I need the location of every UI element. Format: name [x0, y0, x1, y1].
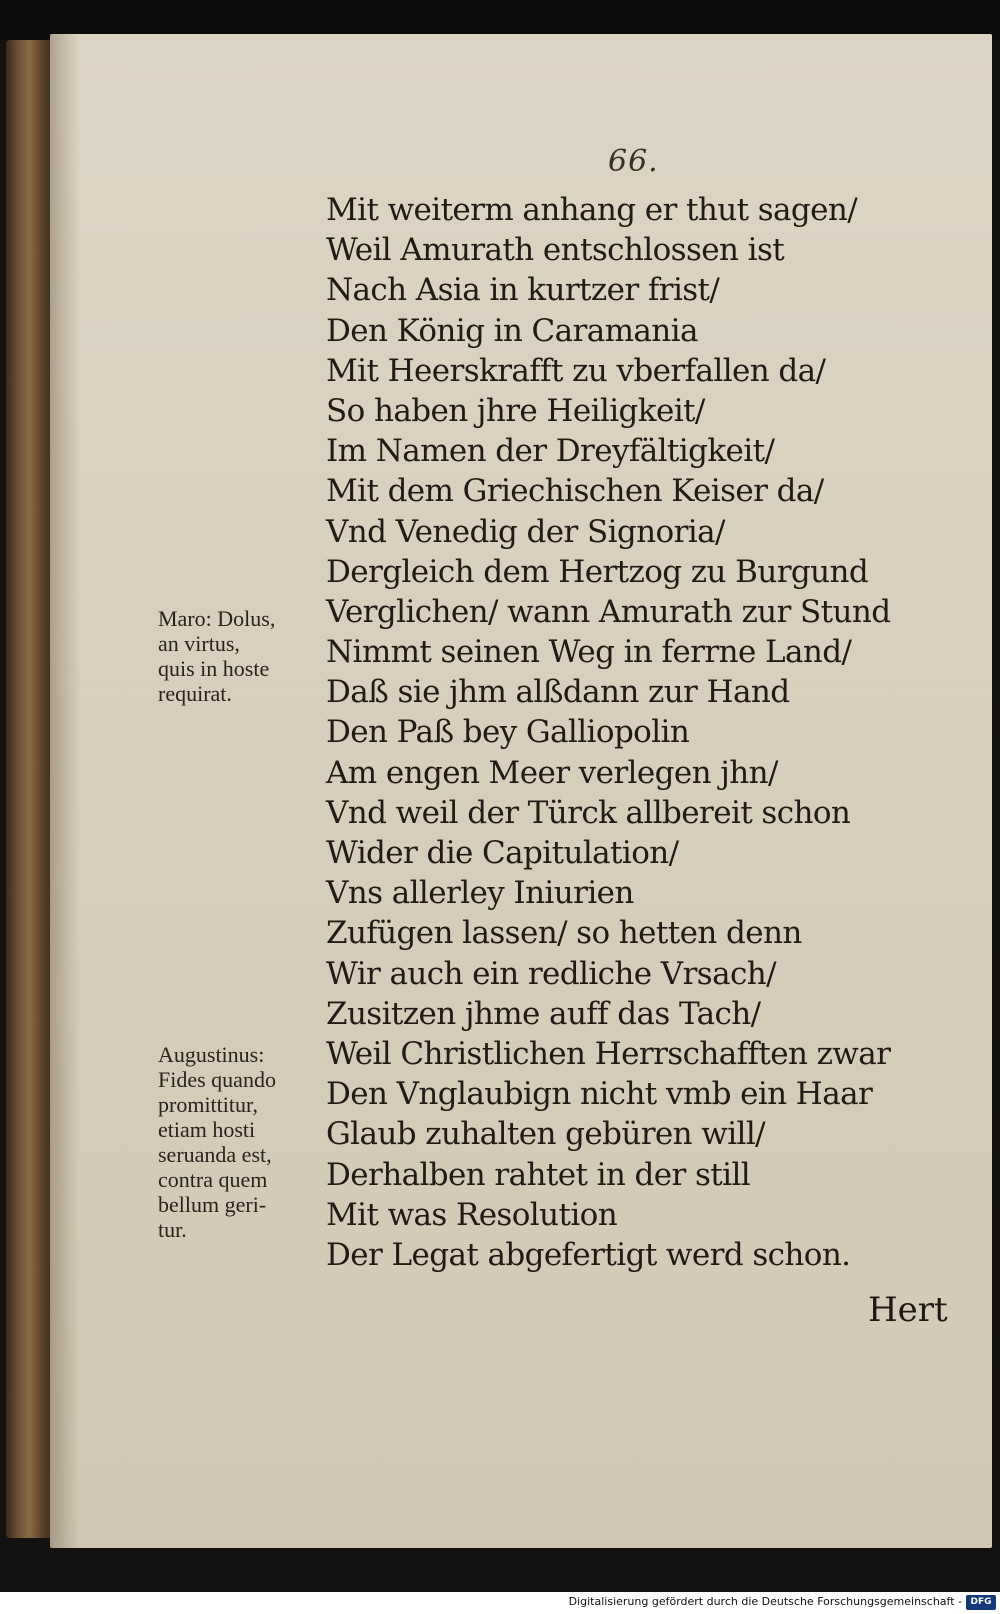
- margin-note-augustinus: [158, 1042, 326, 1242]
- verse-line: So haben jhre Heiligkeit/: [326, 392, 705, 429]
- verse-line: Glaub zuhalten gebüren will/: [326, 1116, 766, 1153]
- verse-line: Mit was Resolution: [326, 1196, 618, 1233]
- verse-line: Der Legat abgefertigt werd schon.: [326, 1236, 851, 1273]
- page-gutter-shadow: [50, 34, 80, 1548]
- footer-bar: [0, 1592, 1000, 1614]
- margin-note-line: quis in hoste: [158, 656, 270, 681]
- margin-note-line: etiam hosti: [158, 1117, 256, 1142]
- verse-line: Dergleich dem Hertzog zu Burgund: [326, 553, 869, 590]
- verse-line: Den Vnglaubign nicht vmb ein Haar: [326, 1076, 873, 1113]
- footer-credit-text: Digitalisierung gefördert durch die Deutsche Forschungsgemeinschaft -: [568, 1595, 962, 1608]
- margin-note-line: promittitur,: [158, 1092, 258, 1117]
- verse-line: Vnd Venedig der Signoria/: [326, 513, 725, 550]
- verse-line: Weil Amurath entschlossen ist: [326, 232, 785, 269]
- verse-line: Vnd weil der Türck allbereit schon: [326, 794, 851, 831]
- verse-line: Daß sie jhm alßdann zur Hand: [326, 674, 790, 711]
- margin-note-line: Fides quando: [158, 1067, 276, 1092]
- margin-note-maro: [158, 606, 326, 706]
- verse-line: Wir auch ein redliche Vrsach/: [326, 955, 776, 992]
- margin-note-line: bellum geri-: [158, 1192, 267, 1217]
- page-number: 66.: [608, 144, 659, 179]
- verse-block: [326, 190, 906, 1275]
- verse-line: Im Namen der Dreyfältigkeit/: [326, 433, 775, 470]
- catchword: Hert: [868, 1290, 948, 1330]
- dfg-logo: DFG: [966, 1595, 996, 1610]
- margin-note-line: seruanda est,: [158, 1142, 272, 1167]
- verse-line: Am engen Meer verlegen jhn/: [326, 754, 778, 791]
- verse-line: Mit weiterm anhang er thut sagen/: [326, 192, 858, 228]
- verse-line: Den Paß bey Galliopolin: [326, 714, 690, 751]
- verse-line: Vns allerley Iniurien: [326, 875, 634, 912]
- verse-line: Wider die Capitulation/: [326, 835, 679, 871]
- verse-line: Zufügen lassen/ so hetten denn: [326, 915, 802, 952]
- verse-line: Weil Christlichen Herrschafften zwar: [326, 1035, 891, 1072]
- margin-note-line: contra quem: [158, 1167, 268, 1192]
- verse-line: Den König in Caramania: [326, 312, 698, 349]
- verse-line: Nimmt seinen Weg in ferrne Land/: [326, 634, 852, 671]
- margin-note-line: tur.: [158, 1217, 187, 1242]
- verse-line: Mit Heerskrafft zu vberfallen da/: [326, 352, 826, 389]
- verse-line: Mit dem Griechischen Keiser da/: [326, 473, 824, 510]
- margin-note-line: an virtus,: [158, 631, 240, 656]
- verse-line: Derhalben rahtet in der still: [326, 1156, 751, 1193]
- verse-line: Nach Asia in kurtzer frist/: [326, 272, 720, 309]
- verse-line: Verglichen/ wann Amurath zur Stund: [326, 593, 891, 630]
- verse-line: Zusitzen jhme auff das Tach/: [326, 995, 761, 1032]
- margin-note-line: Augustinus:: [158, 1042, 265, 1067]
- margin-note-line: requirat.: [158, 681, 232, 706]
- margin-note-line: Maro: Dolus,: [158, 606, 276, 631]
